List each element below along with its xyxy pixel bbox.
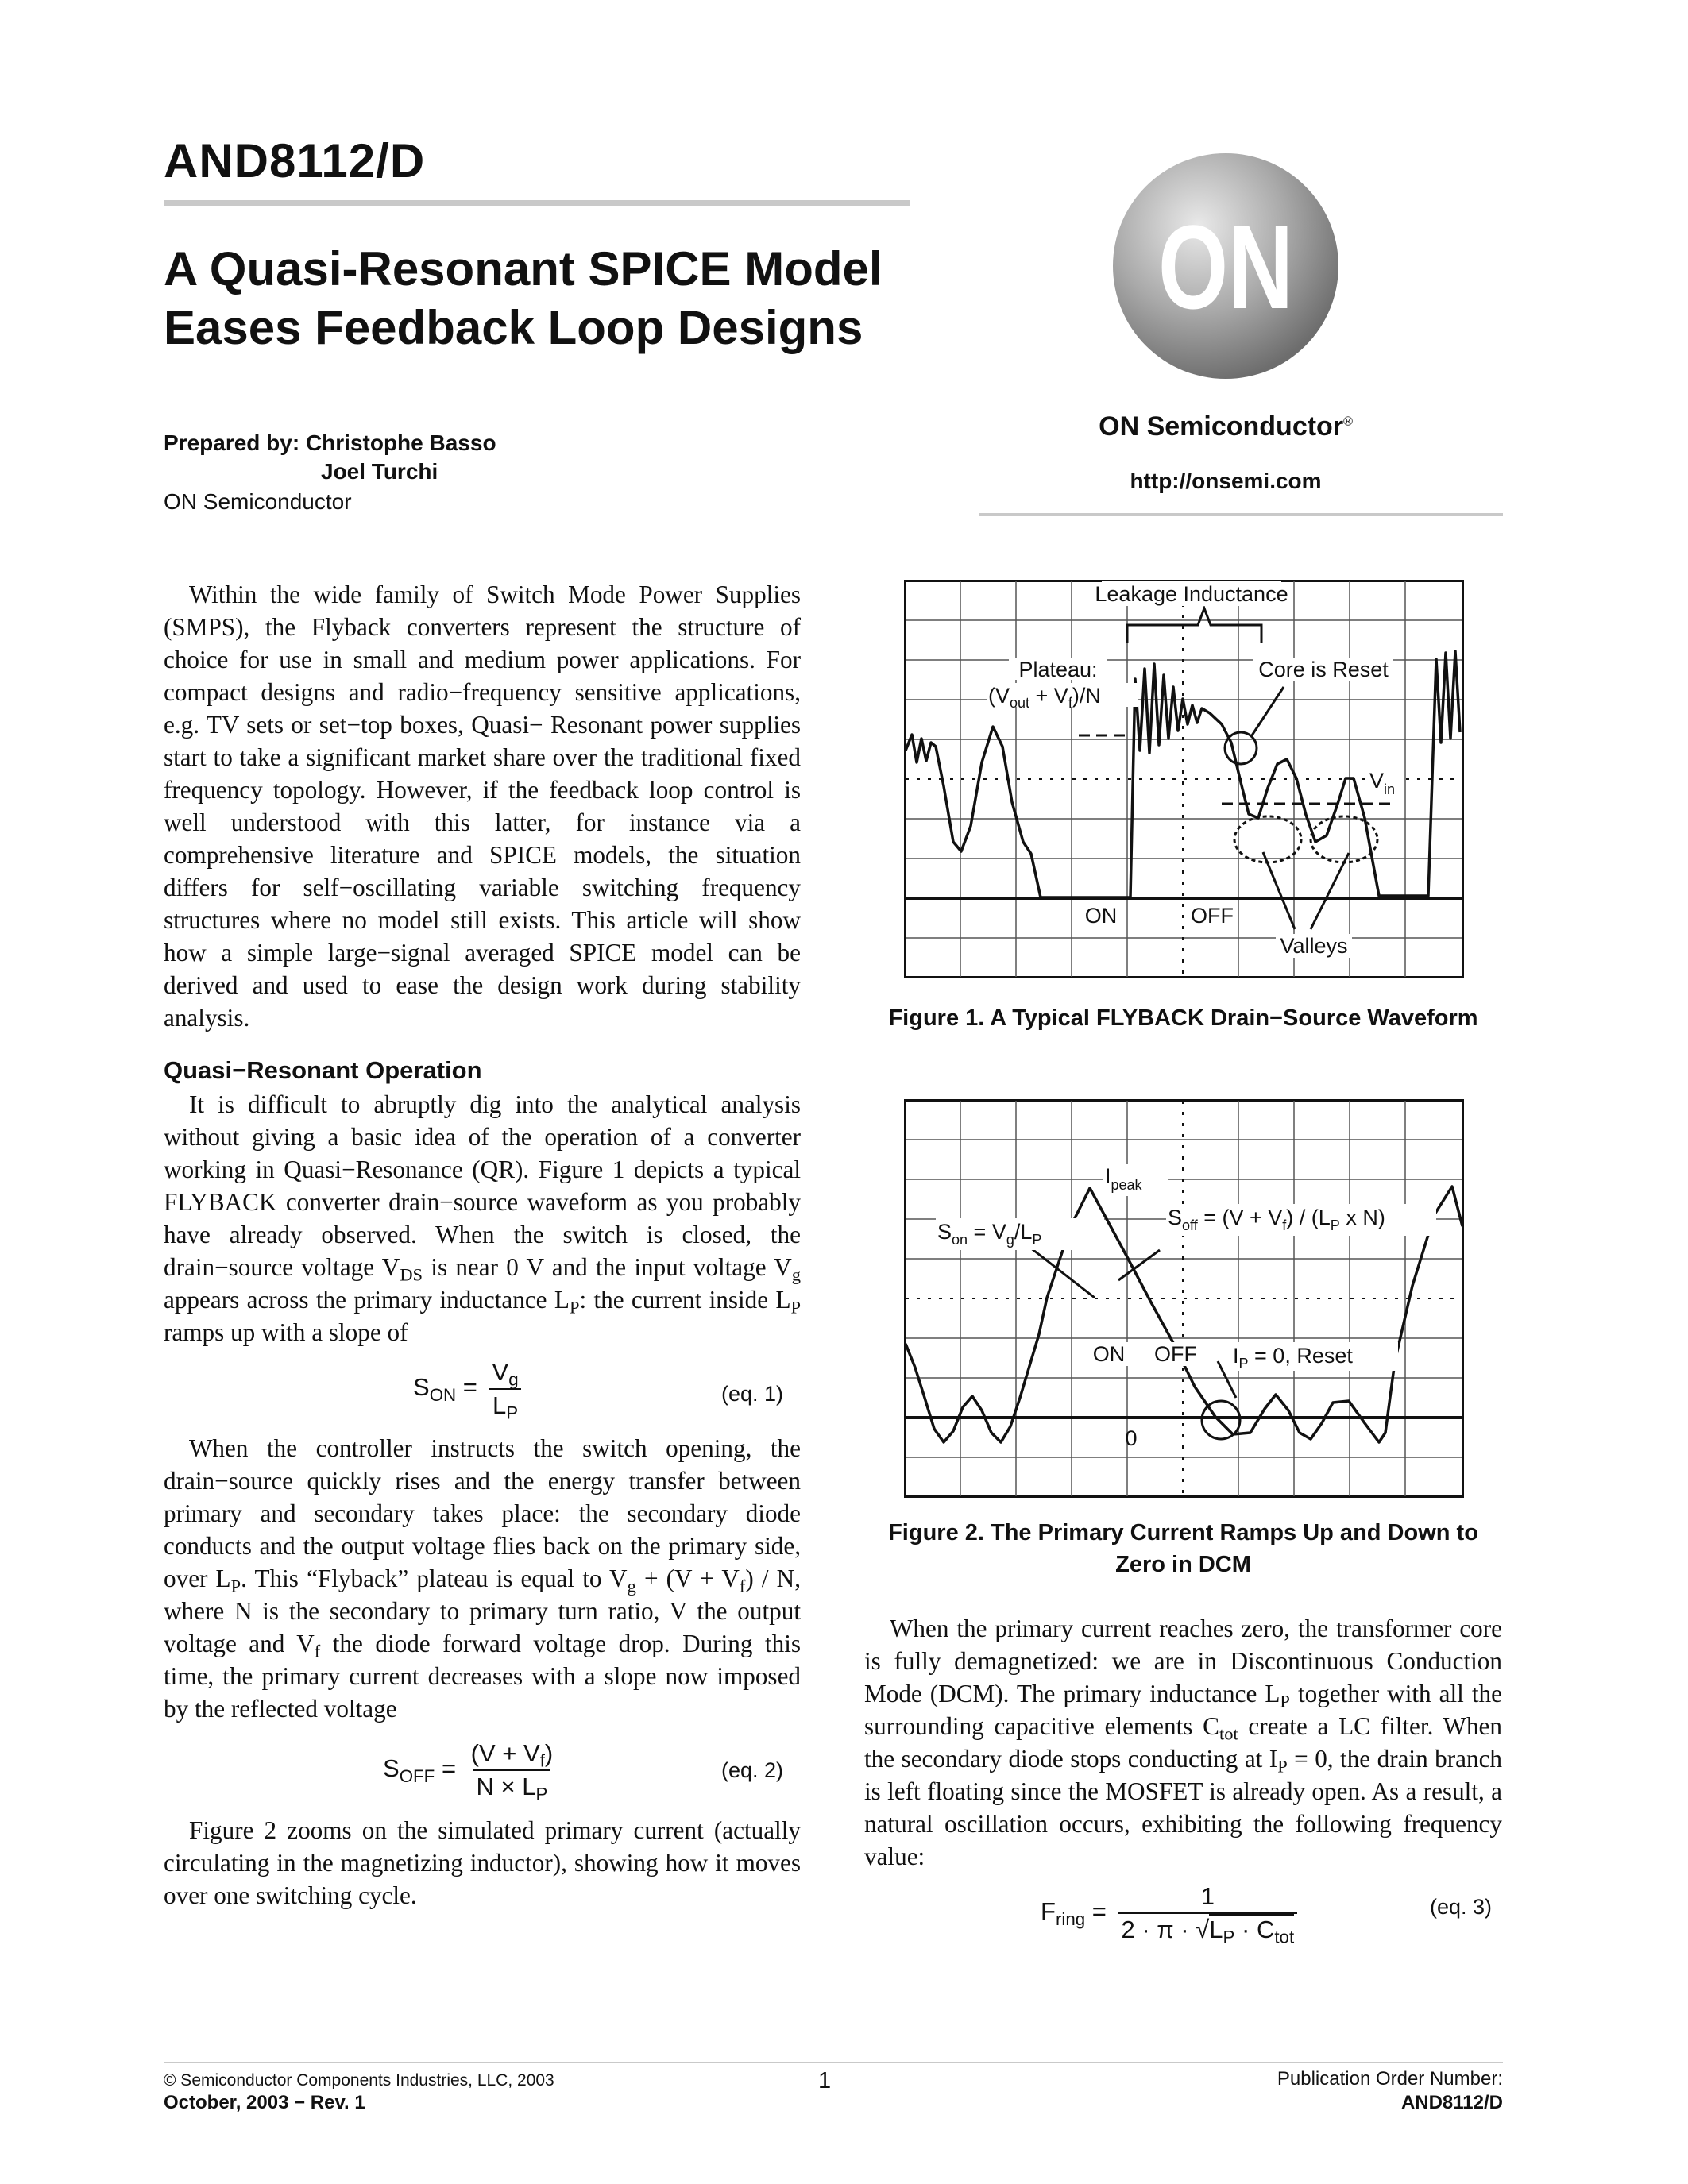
brand-name: ON Semiconductor® (1099, 411, 1353, 442)
copyright: © Semiconductor Components Industries, LLC, 2003 (164, 2071, 554, 2089)
body-paragraph-3: Figure 2 zooms on the simulated primary current (actually circulating in the magnetizing inductor), showing how it moves over one switching cycle. (164, 1816, 801, 1909)
label-soff: $S_{off} = (V + V_f) / (L_P$ x N) (1168, 1206, 1385, 1233)
publication-number: AND8112/D (1400, 2092, 1503, 2113)
label-on: ON (1084, 904, 1118, 928)
label-zero: 0 (1125, 1426, 1138, 1450)
figure-2-oscilloscope (904, 1099, 1464, 1498)
equation-1-number: (eq. 1) (721, 1382, 784, 1406)
figure-1-oscilloscope (904, 580, 1464, 978)
label-vin: $V_{in}$ (1369, 769, 1396, 797)
label-leakage-inductance: Leakage Inductance (1095, 582, 1288, 606)
label-ipeak: $I_{peak}$ (1105, 1164, 1142, 1193)
website-link[interactable]: http://onsemi.com (1130, 469, 1322, 493)
document-number: AND8112/D (164, 134, 426, 187)
equation-3-number: (eq. 3) (1430, 1895, 1493, 1919)
on-semiconductor-logo (1111, 151, 1341, 381)
equation-2: $S_{OFF}$ = $\frac{(V + V_f)}{N \times L_P}$ (383, 1739, 554, 1804)
label-plateau: Plateau: (1018, 658, 1098, 681)
label-ip-reset: $I_P = 0$, Reset (1233, 1344, 1353, 1372)
label-off: OFF (1154, 1342, 1197, 1366)
page-title: A Quasi-Resonant SPICE Model Eases Feedback Loop Designs (164, 242, 883, 354)
equation-2-number: (eq. 2) (721, 1758, 784, 1782)
prepared-by: Prepared by: Christophe Basso (164, 430, 496, 455)
label-plateau-expression: $(V_{out} + V_f)/N$ (988, 684, 1101, 711)
label-valleys: Valleys (1280, 934, 1348, 958)
body-paragraph-4: When the primary current reaches zero, the transformer core is fully demagnetized: we are in Discontinuous Conduction Mode (DCM). The primary inductance $L_P$ together with all the surrounding capacitive elements $C_{tot}$ create a LC filter. When the secondary diode stops conducting at $I_P = 0$, the drain branch is left floating since the MOSFET is already open. As a result, a natural oscillation occurs, exhibiting the following frequency value: (864, 1615, 1503, 1870)
page-number: 1 (818, 2068, 832, 2093)
header-divider (979, 513, 1503, 516)
second-author: Joel Turchi (321, 459, 438, 484)
label-on: ON (1092, 1342, 1126, 1366)
body-paragraph-1: It is difficult to abruptly dig into the analytical analysis without giving a basic idea of the operation of a converter working in Quasi−Resonance (QR). Figure 1 depicts a typical FLYBACK converter drain−source waveform as you probably have already observed. When the switch is closed, the drain−source voltage $V_{DS}$ is near 0 V and the input voltage $V_g$ appears across the primary inductance $L_P$: the current inside $L_P$ ramps up with a slope of (164, 1090, 801, 1346)
title-divider (164, 200, 910, 206)
label-off: OFF (1191, 904, 1234, 928)
label-core-reset: Core is Reset (1258, 658, 1389, 681)
body-paragraph-2: When the controller instructs the switch opening, the drain−source quickly rises and the energy transfer between primary and secondary takes place: the secondary diode conducts and the output voltage flies back on the primary side, over $L_P$. This “Flyback” plateau is equal to $V_g + (V + V_f) / N$, where N is the secondary to primary turn ratio, V the output voltage and $V_f$ the diode forward voltage drop. During this time, the primary current decreases with a slope now imposed by the reflected voltage (164, 1434, 801, 1723)
section-heading: Quasi−Resonant Operation (164, 1056, 482, 1084)
publication-label: Publication Order Number: (1277, 2068, 1503, 2089)
author-company: ON Semiconductor (164, 489, 352, 514)
equation-1: $S_{ON}$ = $\frac{V_g}{L_P}$ (413, 1358, 522, 1420)
footer-divider (164, 2062, 1503, 2063)
revision-date: October, 2003 − Rev. 1 (164, 2092, 365, 2113)
label-son: $S_{on} = V_g/L_P$ (937, 1220, 1042, 1248)
equation-3: $F_{ring}$ = $\frac{1}{2 \cdot \pi \cdot √L_P \cdot C_{tot}}$ (1041, 1882, 1297, 1944)
figure-1-caption: Figure 1. A Typical FLYBACK Drain−Source Waveform (888, 1005, 1478, 1031)
figure-2-caption: Figure 2. The Primary Current Ramps Up and Down to Zero in DCM (888, 1520, 1478, 1577)
logo-text: ON (1158, 200, 1293, 334)
intro-paragraph: Within the wide family of Switch Mode Power Supplies (SMPS), the Flyback converters represent the structure of choice for use in small and medium power applications. For compact designs and radio−frequency sensitive applications, e.g. TV sets or set−top boxes, Quasi− Resonant power supplies start to take a significant market share over the traditional fixed frequency topology. However, if the feedback loop control is well understood with this latter, for instance via a comprehensive literature and SPICE models, the situation differs for self−oscillating variable switching frequency structures where no model still exists. This article will show how a simple large−signal averaged SPICE model can be derived and used to ease the design work during stability analysis. (164, 581, 801, 1032)
